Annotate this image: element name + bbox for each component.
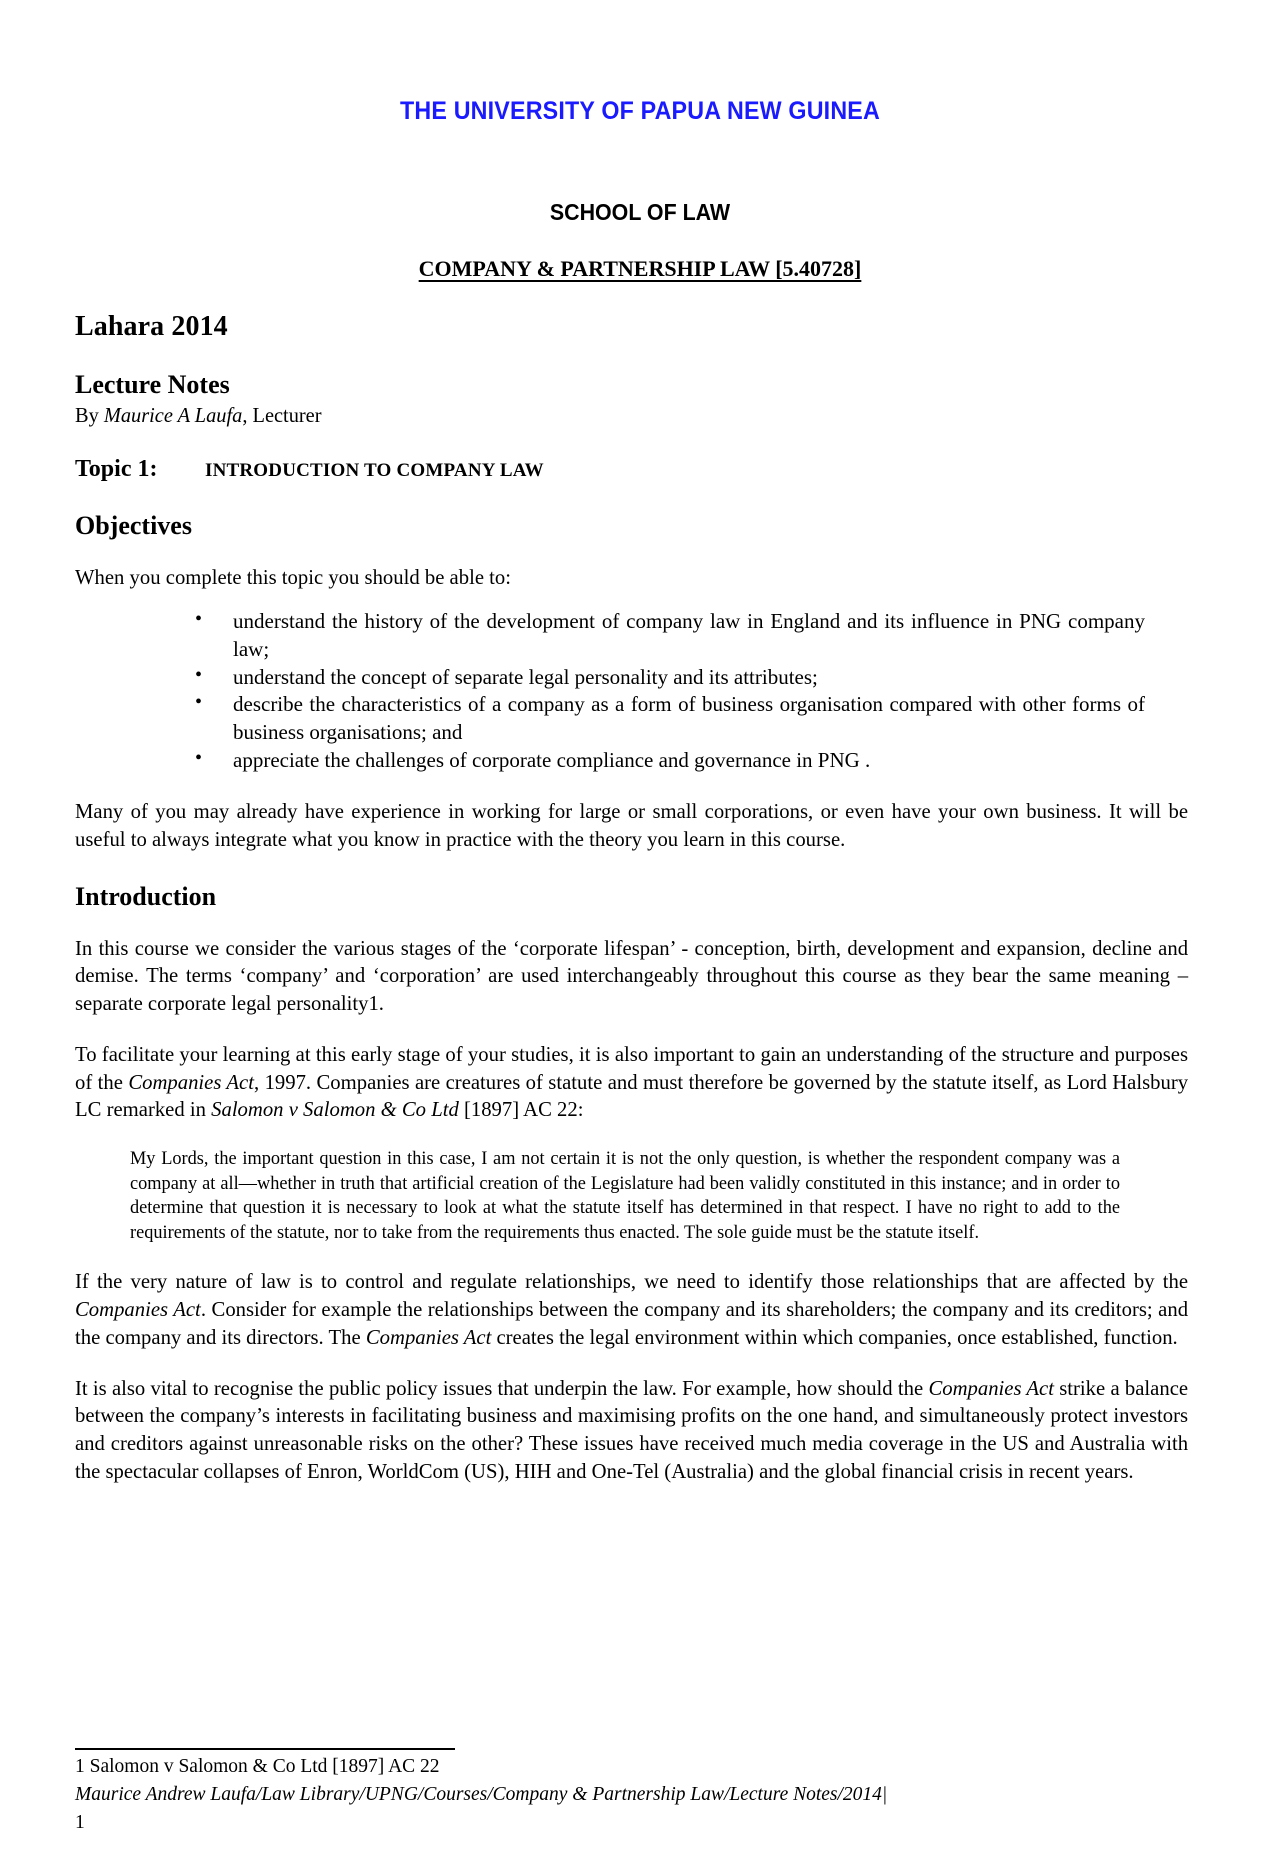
topic-heading bbox=[75, 456, 1205, 483]
intro-p1-part-a: In this course we consider the various stages of the ‘corporate lifespan’ - conception, birth, development and expansion, decline and demise. The terms ‘company’ and ‘corporation’ are used interchangeably throughout this course as they bear the same meaning – separate corporate legal personality bbox=[75, 935, 1189, 1016]
intro-paragraph-4 bbox=[75, 1375, 1188, 1486]
footnote-text: Salomon v Salomon & Co Ltd [1897] AC 22 bbox=[84, 1756, 440, 1777]
list-item-text: understand the history of the development of company law in England and its influence in PNG company law; bbox=[233, 608, 1145, 661]
footnote-separator-rule bbox=[75, 1748, 455, 1750]
author-name: Maurice A Laufa bbox=[103, 403, 243, 427]
university-heading: THE UNIVERSITY OF PAPUA NEW GUINEA bbox=[400, 97, 880, 125]
byline bbox=[75, 403, 1171, 428]
footnote bbox=[75, 1754, 1205, 1779]
list-item-text: appreciate the challenges of corporate compliance and governance in PNG . bbox=[233, 748, 871, 773]
intro-p2-part-b: , 1997. Companies are creatures of statute and must therefore be governed by the statute itself, as Lord Halsbury LC remarked in bbox=[75, 1069, 1189, 1122]
citation-companies-act: Companies Act bbox=[928, 1375, 1054, 1400]
course-title bbox=[75, 256, 1205, 282]
byline-prefix: By bbox=[75, 403, 104, 427]
intro-p3-part-a: If the very nature of law is to control and regulate relationships, we need to identify those relationships that are affected by the bbox=[75, 1269, 1189, 1294]
bullet-icon: • bbox=[195, 691, 203, 714]
intro-p3-part-c: creates the legal environment within which companies, once established, function. bbox=[491, 1324, 1178, 1349]
list-item-text: describe the characteristics of a company as a form of business organisation compared with other forms of business organisations; and bbox=[233, 692, 1145, 745]
citation-companies-act: Companies Act bbox=[365, 1324, 492, 1349]
list-item-text: understand the concept of separate legal personality and its attributes; bbox=[233, 664, 818, 689]
document-content bbox=[75, 0, 1205, 1485]
intro-paragraph-1 bbox=[75, 935, 1188, 1018]
course-title-text: COMPANY & PARTNERSHIP LAW [5.40728] bbox=[418, 256, 862, 281]
bullet-icon: • bbox=[195, 747, 203, 770]
intro-paragraph-3 bbox=[75, 1268, 1188, 1351]
objectives-intro: When you complete this topic you should be able to: bbox=[75, 565, 512, 589]
footnote-number: 1 bbox=[75, 1756, 85, 1777]
footnote-marker: 1 bbox=[368, 991, 379, 1016]
introduction-heading: Introduction bbox=[75, 881, 217, 911]
block-quote: My Lords, the important question in this case, I am not certain it is not the only question, is whether the respondent company was a company at all—whether in truth that artificial creation of the Legislature had been validly constituted in this instance; and in order to determine that question it is necessary to look at what the statute itself has determined in that respect. I have no right to add to the requirements of the statute, nor to take from the requirements thus enacted. The sole guide must be the statute itself. bbox=[130, 1149, 1120, 1243]
citation-companies-act: Companies Act bbox=[75, 1297, 201, 1322]
byline-suffix: , Lecturer bbox=[242, 403, 322, 427]
list-item bbox=[195, 747, 1145, 775]
footer-file-path: Maurice Andrew Laufa/Law Library/UPNG/Courses/Company & Partnership Law/Lecture Notes/2014| bbox=[75, 1784, 888, 1806]
topic-title: INTRODUCTION TO COMPANY LAW bbox=[205, 460, 544, 481]
list-item bbox=[195, 691, 1145, 747]
objectives-heading: Objectives bbox=[75, 511, 192, 540]
intro-paragraph-2 bbox=[75, 1041, 1188, 1124]
list-item bbox=[195, 608, 1145, 664]
intro-p3-part-b: . Consider for example the relationships between the company and its shareholders; the company and its creditors; and the company and its directors. The bbox=[75, 1297, 1189, 1349]
objectives-list bbox=[75, 608, 1205, 776]
page-footer bbox=[75, 1748, 1205, 1835]
citation-salomon: Salomon v Salomon & Co Ltd bbox=[211, 1097, 459, 1122]
intro-p1-part-b: . bbox=[378, 991, 384, 1016]
doc-type-heading: Lecture Notes bbox=[75, 370, 230, 399]
bullet-icon: • bbox=[195, 663, 203, 686]
list-item bbox=[195, 664, 1145, 692]
objectives-closing-paragraph: Many of you may already have experience in working for large or small corporations, or even have your own business. It will be useful to always integrate what you know in practice with the theory you learn in this course. bbox=[75, 799, 1189, 851]
semester-heading: Lahara 2014 bbox=[75, 311, 228, 342]
intro-p2-part-a: To facilitate your learning at this early stage of your studies, it is also important to gain an understanding of the structure and purposes of the bbox=[75, 1041, 1189, 1094]
page-number: 1 bbox=[75, 1811, 85, 1833]
intro-p4-part-a: It is also vital to recognise the public policy issues that underpin the law. For example, how should the bbox=[75, 1375, 929, 1400]
topic-label: Topic 1: bbox=[75, 456, 158, 482]
citation-companies-act: Companies Act bbox=[128, 1069, 254, 1094]
intro-p4-part-b: strike a balance between the company’s interests in facilitating business and maximising profits on the one hand, and simultaneously protect investors and creditors against unreasonable risks on the other? These issues have received much media coverage in the US and Australia with the spectacular collapses of Enron, WorldCom (US), HIH and One-Tel (Australia) and the global financial crisis in recent years. bbox=[75, 1375, 1189, 1483]
bullet-icon: • bbox=[195, 607, 203, 630]
school-heading: SCHOOL OF LAW bbox=[549, 199, 731, 225]
intro-p2-part-c: [1897] AC 22: bbox=[458, 1097, 584, 1122]
